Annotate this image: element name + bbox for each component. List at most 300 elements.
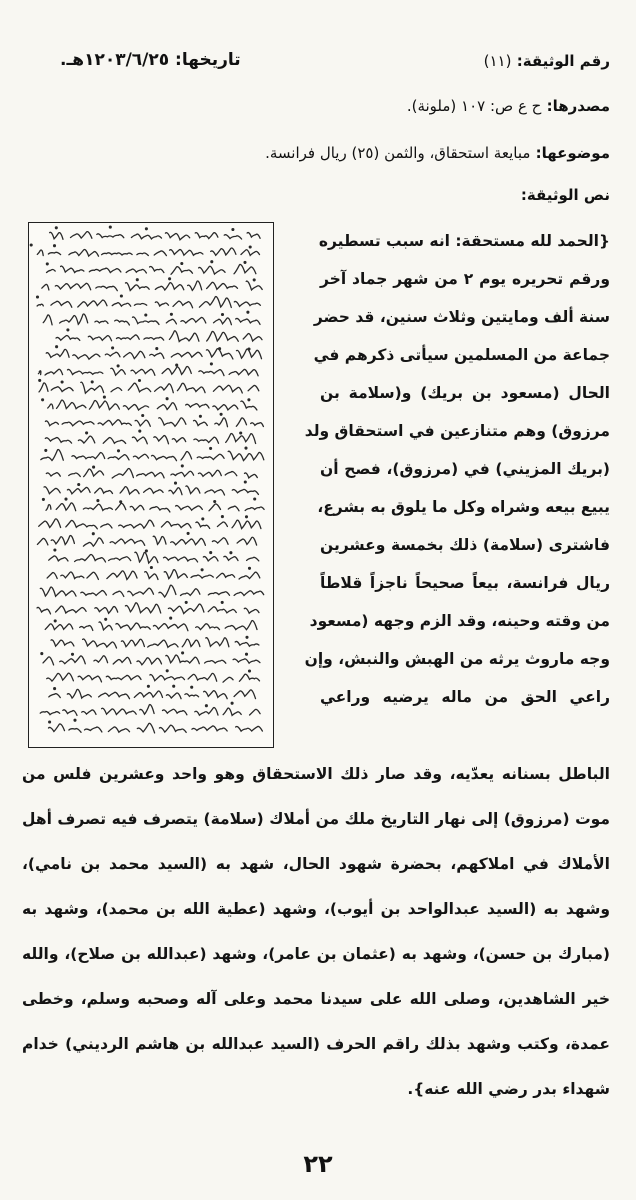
handwriting-stroke (229, 369, 258, 375)
handwriting-stroke (171, 471, 194, 476)
handwriting-stroke (43, 657, 54, 665)
handwriting-stroke (39, 383, 48, 392)
handwriting-dot (211, 363, 213, 365)
handwriting-dot (91, 381, 93, 383)
handwriting-dot (181, 465, 183, 467)
handwriting-stroke (155, 384, 174, 393)
handwriting-stroke (206, 638, 229, 647)
handwriting-stroke (69, 473, 81, 476)
handwriting-stroke (185, 694, 199, 697)
handwriting-stroke (244, 608, 259, 613)
handwriting-stroke (108, 455, 129, 460)
handwriting-dot (56, 346, 58, 348)
handwriting-stroke (248, 385, 259, 390)
handwriting-dot (246, 636, 248, 638)
handwriting-stroke (108, 727, 129, 732)
handwriting-dot (65, 498, 67, 500)
handwriting-stroke (155, 302, 168, 306)
handwriting-stroke (39, 519, 61, 528)
handwriting-stroke (57, 400, 86, 409)
handwriting-stroke (234, 591, 264, 596)
document-source-label: مصدرها: (546, 97, 610, 115)
handwriting-stroke (241, 401, 257, 410)
handwriting-stroke (177, 383, 205, 392)
document-text-label: نص الوثيقة: (520, 186, 610, 204)
handwriting-stroke (113, 591, 124, 596)
handwriting-stroke (98, 420, 131, 426)
handwriting-stroke (134, 303, 146, 305)
body-line: الأملاك في املاكهم، بحضرة شهود الحال، شهد به (السيد محمد بن نامي)، (22, 855, 610, 873)
body-line: يبيع بيعه وشراه وكل ما يلوق به بشرع، (317, 498, 610, 516)
handwriting-stroke (111, 388, 122, 392)
handwriting-dot (142, 415, 144, 417)
handwriting-dot (214, 501, 216, 503)
handwriting-stroke (69, 250, 99, 257)
handwriting-stroke (195, 233, 218, 239)
handwriting-dot (166, 398, 168, 400)
handwriting-dot (248, 348, 250, 350)
handwriting-stroke (85, 727, 102, 732)
handwriting-stroke (225, 472, 237, 476)
handwriting-stroke (199, 370, 224, 376)
handwriting-stroke (194, 437, 219, 443)
handwriting-dot (175, 482, 177, 484)
manuscript-image (28, 222, 274, 748)
handwriting-stroke (247, 557, 259, 561)
handwriting-dot (245, 447, 247, 449)
handwriting-stroke (211, 248, 236, 255)
handwriting-dot (169, 278, 171, 280)
handwriting-stroke (196, 624, 220, 630)
handwriting-stroke (126, 283, 150, 291)
handwriting-stroke (113, 657, 131, 664)
handwriting-stroke (123, 405, 148, 410)
handwriting-stroke (161, 522, 191, 528)
handwriting-stroke (173, 301, 193, 308)
handwriting-stroke (203, 557, 218, 561)
handwriting-stroke (116, 503, 126, 510)
handwriting-stroke (239, 674, 259, 681)
handwriting-stroke (137, 723, 154, 733)
body-line: راعي الحق من ماله يرضيه وراعي (320, 688, 610, 706)
handwriting-stroke (223, 708, 241, 715)
handwriting-stroke (197, 454, 224, 459)
handwriting-stroke (83, 504, 112, 510)
handwriting-dot (181, 263, 183, 265)
handwriting-dot (39, 380, 41, 382)
handwriting-stroke (155, 283, 184, 290)
handwriting-dot (120, 501, 122, 503)
handwriting-stroke (68, 369, 103, 374)
handwriting-dot (86, 432, 88, 434)
handwriting-stroke (46, 349, 69, 357)
handwriting-dot (201, 569, 203, 571)
handwriting-stroke (171, 352, 202, 357)
handwriting-stroke (181, 589, 200, 596)
handwriting-stroke (112, 468, 133, 478)
body-line: من وقته وحينه، وقد الزم وجهه (مسعود (309, 612, 610, 630)
handwriting-dot (42, 399, 44, 401)
body-line: {الحمد لله مستحقة: انه سبب تسطيره (318, 232, 610, 250)
handwriting-stroke (188, 281, 202, 290)
handwriting-stroke (106, 675, 141, 679)
handwriting-dot (146, 550, 148, 552)
handwriting-stroke (62, 421, 94, 426)
handwriting-stroke (164, 570, 187, 579)
handwriting-dot (139, 380, 141, 382)
handwriting-stroke (251, 423, 264, 427)
handwriting-stroke (165, 233, 189, 240)
handwriting-dot (41, 653, 43, 655)
handwriting-dot (54, 620, 56, 622)
handwriting-stroke (89, 268, 121, 272)
handwriting-dot (210, 448, 212, 450)
handwriting-dot (249, 567, 251, 569)
handwriting-stroke (214, 318, 232, 325)
handwriting-dot (176, 364, 178, 366)
handwriting-stroke (192, 726, 227, 731)
handwriting-stroke (46, 473, 60, 476)
handwriting-stroke (163, 709, 187, 715)
handwriting-dot (54, 688, 56, 690)
handwriting-stroke (81, 591, 107, 596)
handwriting-dot (246, 516, 248, 518)
handwriting-stroke (208, 607, 236, 613)
handwriting-dot (166, 670, 168, 672)
handwriting-stroke (63, 710, 77, 716)
handwriting-dot (93, 466, 95, 468)
handwriting-stroke (112, 303, 131, 306)
handwriting-stroke (150, 507, 170, 512)
handwriting-stroke (37, 304, 43, 306)
document-source-value: ح ع ص: ١٠٧ (ملونة). (406, 97, 542, 115)
handwriting-stroke (87, 572, 99, 579)
handwriting-stroke (224, 235, 241, 239)
document-subject-value: مبايعة استحقاق، والثمن (٢٥) ريال فرانسة. (265, 144, 531, 162)
handwriting-dot (30, 244, 32, 246)
handwriting-stroke (78, 300, 107, 307)
document-source (407, 97, 610, 115)
handwriting-stroke (176, 506, 203, 511)
handwriting-stroke (60, 656, 86, 664)
handwriting-stroke (121, 639, 144, 646)
handwriting-dot (240, 432, 242, 434)
handwriting-stroke (72, 453, 105, 459)
handwriting-stroke (89, 401, 119, 410)
document-date (60, 50, 241, 70)
handwriting-stroke (159, 585, 176, 597)
handwriting-stroke (130, 505, 144, 510)
handwriting-stroke (241, 250, 260, 256)
handwriting-dot (170, 617, 172, 619)
handwriting-stroke (169, 488, 182, 495)
handwriting-dot (230, 552, 232, 554)
handwriting-stroke (49, 724, 65, 732)
handwriting-dot (104, 396, 106, 398)
body-line: ورقم تحريره يوم ٢ من شهر جماد آخر (320, 270, 610, 288)
handwriting-stroke (209, 504, 221, 511)
handwriting-stroke (217, 573, 235, 578)
handwriting-stroke (66, 520, 98, 528)
handwriting-dot (109, 226, 111, 228)
handwriting-stroke (181, 452, 192, 460)
handwriting-stroke (61, 572, 84, 578)
handwriting-stroke (102, 708, 137, 714)
handwriting-dot (231, 702, 233, 704)
handwriting-stroke (94, 656, 108, 663)
handwriting-stroke (226, 434, 256, 444)
handwriting-dot (78, 484, 80, 486)
handwriting-dot (187, 533, 189, 535)
handwriting-stroke (246, 281, 262, 290)
handwriting-stroke (71, 232, 92, 239)
handwriting-stroke (234, 264, 256, 273)
page-number: ٢٢ (303, 1150, 333, 1178)
handwriting-stroke (116, 623, 150, 630)
handwriting-dot (247, 311, 249, 313)
handwriting-stroke (223, 677, 233, 682)
document-number-value: (١١) (483, 52, 512, 70)
handwriting-stroke (111, 368, 126, 375)
handwriting-stroke (51, 387, 73, 392)
handwriting-dot (253, 279, 255, 281)
handwriting-stroke (115, 320, 130, 325)
handwriting-stroke (51, 640, 74, 646)
handwriting-stroke (228, 506, 239, 511)
handwriting-stroke (132, 437, 147, 444)
document-subject-label: موضوعها: (535, 144, 610, 162)
handwriting-stroke (196, 522, 210, 528)
handwriting-dot (136, 279, 138, 281)
handwriting-dot (54, 245, 56, 247)
handwriting-stroke (56, 606, 87, 613)
handwriting-stroke (234, 301, 260, 306)
handwriting-stroke (61, 266, 84, 272)
handwriting-stroke (47, 573, 57, 579)
handwriting-stroke (245, 507, 264, 511)
handwriting-stroke (236, 726, 263, 731)
handwriting-stroke (182, 639, 200, 647)
handwriting-stroke (212, 538, 228, 544)
handwriting-stroke (166, 693, 181, 699)
handwriting-stroke (243, 334, 262, 341)
handwriting-stroke (145, 572, 158, 580)
handwriting-stroke (133, 317, 160, 325)
handwriting-stroke (95, 607, 118, 614)
handwriting-stroke (153, 624, 188, 631)
handwriting-stroke (99, 622, 112, 630)
handwriting-dot (146, 228, 148, 230)
handwriting-dot (55, 227, 57, 229)
handwriting-stroke (205, 490, 225, 495)
handwriting-stroke (131, 369, 155, 375)
handwriting-stroke (120, 487, 139, 494)
handwriting-stroke (56, 503, 75, 511)
handwriting-stroke (51, 536, 74, 545)
handwriting-stroke (126, 269, 146, 273)
handwriting-stroke (128, 588, 154, 595)
handwriting-dot (244, 262, 246, 264)
body-line: عمدة، وكتب وشهد بذلك راقم الحرف (السيد عبدالله بن هاشم الرديني) خدام (22, 1035, 610, 1053)
handwriting-stroke (171, 267, 193, 275)
handwriting-dot (74, 719, 76, 721)
handwriting-stroke (207, 331, 239, 341)
handwriting-stroke (168, 604, 204, 613)
handwriting-dot (222, 314, 224, 316)
handwriting-dot (182, 652, 184, 654)
handwriting-stroke (133, 454, 148, 458)
body-line: مرزوق) وهم متنازعين في استحقاق ولد (304, 422, 610, 440)
handwriting-stroke (78, 436, 94, 443)
handwriting-stroke (97, 234, 124, 238)
body-line: سنة ألف ومايتين وثلاث سنين، قد حضر (313, 308, 610, 326)
handwriting-stroke (37, 538, 48, 544)
handwriting-stroke (207, 282, 238, 289)
handwriting-dot (248, 399, 250, 401)
handwriting-dot (244, 481, 246, 483)
handwriting-dot (191, 686, 193, 688)
handwriting-dot (202, 518, 204, 520)
handwriting-dot (112, 347, 114, 349)
handwriting-stroke (245, 473, 258, 478)
handwriting-stroke (44, 487, 60, 494)
handwriting-dot (210, 552, 212, 554)
document-subject (265, 144, 610, 162)
handwriting-dot (206, 705, 208, 707)
handwriting-stroke (48, 252, 60, 254)
handwriting-stroke (109, 557, 131, 561)
handwriting-dot (45, 450, 47, 452)
handwriting-stroke (154, 436, 169, 444)
handwriting-stroke (148, 640, 178, 647)
document-number-label: رقم الوثيقة: (516, 52, 610, 70)
body-line: (مبارك بن حسن)، وشهد به (عثمان بن عامر)، وشهد (عبدالله بن صلاح)، والله (22, 945, 610, 963)
handwriting-stroke (103, 438, 126, 444)
handwriting-stroke (99, 692, 130, 698)
handwriting-stroke (67, 487, 90, 493)
handwriting-stroke (150, 353, 164, 358)
body-line: شهداء بدر رضي الله عنه}. (407, 1080, 610, 1098)
handwriting-dot (61, 381, 63, 383)
handwriting-stroke (105, 352, 120, 357)
handwriting-stroke (144, 488, 164, 493)
handwriting-dot (148, 685, 150, 687)
handwriting-stroke (83, 538, 103, 546)
handwriting-stroke (205, 660, 226, 663)
handwriting-dot (145, 314, 147, 316)
handwriting-dot (97, 500, 99, 502)
handwriting-stroke (96, 286, 118, 290)
handwriting-stroke (84, 469, 104, 477)
handwriting-stroke (101, 524, 112, 528)
handwriting-stroke (150, 675, 185, 681)
handwriting-stroke (228, 451, 264, 460)
handwriting-stroke (135, 552, 158, 563)
body-line: وشهد به (السيد عبدالواحد بن أيوب)، وشهد (عطية الله بن محمد)، وشهد به (22, 900, 610, 918)
handwriting-stroke (162, 367, 191, 375)
handwriting-stroke (107, 571, 137, 580)
body-line: جماعة من المسلمين سيأتى ذكرهم في (313, 346, 610, 364)
handwriting-stroke (217, 522, 227, 527)
handwriting-stroke (233, 659, 260, 663)
body-line: الحال (مسعود بن بريك) و(سلامة بن (320, 384, 610, 402)
handwriting-stroke (102, 253, 133, 255)
handwriting-scribbles (29, 223, 274, 748)
handwriting-stroke (124, 351, 145, 358)
handwriting-stroke (56, 336, 80, 341)
handwriting-dot (151, 567, 153, 569)
handwriting-stroke (50, 232, 63, 239)
handwriting-dot (43, 499, 45, 501)
handwriting-stroke (169, 331, 199, 342)
handwriting-stroke (225, 621, 257, 630)
handwriting-stroke (198, 470, 221, 476)
document-number (484, 52, 610, 70)
handwriting-dot (200, 415, 202, 417)
handwriting-stroke (195, 708, 218, 716)
handwriting-stroke (48, 404, 53, 409)
handwriting-stroke (67, 689, 91, 698)
handwriting-stroke (232, 489, 258, 494)
handwriting-stroke (191, 575, 213, 578)
handwriting-stroke (42, 284, 49, 290)
handwriting-stroke (80, 626, 93, 631)
handwriting-stroke (188, 673, 217, 681)
handwriting-stroke (150, 267, 164, 273)
handwriting-stroke (45, 624, 73, 630)
handwriting-stroke (140, 705, 154, 715)
handwriting-stroke (125, 603, 160, 613)
handwriting-dot (246, 653, 248, 655)
handwriting-stroke (41, 450, 64, 461)
handwriting-stroke (82, 710, 96, 715)
handwriting-dot (156, 348, 158, 350)
handwriting-dot (220, 413, 222, 415)
handwriting-stroke (232, 520, 261, 528)
handwriting-stroke (171, 538, 206, 545)
handwriting-stroke (199, 266, 226, 274)
handwriting-stroke (159, 418, 186, 427)
handwriting-stroke (215, 418, 228, 427)
body-line: خير الشاهدين، وصلى الله على سيدنا محمد وعلى آله وصحبه وسلم، وخطى (22, 990, 610, 1008)
handwriting-dot (211, 261, 213, 263)
handwriting-dot (185, 602, 187, 604)
handwriting-stroke (38, 371, 40, 375)
handwriting-stroke (88, 336, 111, 341)
handwriting-dot (72, 653, 74, 655)
handwriting-dot (139, 430, 141, 432)
handwriting-stroke (166, 655, 200, 664)
handwriting-stroke (153, 536, 166, 544)
handwriting-stroke (137, 253, 148, 255)
handwriting-stroke (194, 420, 208, 425)
handwriting-stroke (83, 639, 117, 648)
handwriting-stroke (95, 321, 108, 323)
handwriting-stroke (236, 418, 246, 426)
handwriting-dot (249, 246, 251, 248)
handwriting-stroke (134, 691, 162, 697)
handwriting-stroke (40, 587, 76, 596)
body-line: (بريك المزيني) في (مرزوق)، فصح أن (320, 460, 610, 478)
handwriting-dot (37, 296, 39, 298)
handwriting-dot (232, 229, 234, 231)
handwriting-dot (222, 516, 224, 518)
handwriting-dot (46, 263, 48, 265)
handwriting-stroke (247, 233, 260, 239)
body-line: فاشترى (سلامة) ذلك بخمسة وعشرين (320, 536, 610, 554)
handwriting-dot (117, 365, 119, 367)
handwriting-stroke (45, 369, 63, 375)
